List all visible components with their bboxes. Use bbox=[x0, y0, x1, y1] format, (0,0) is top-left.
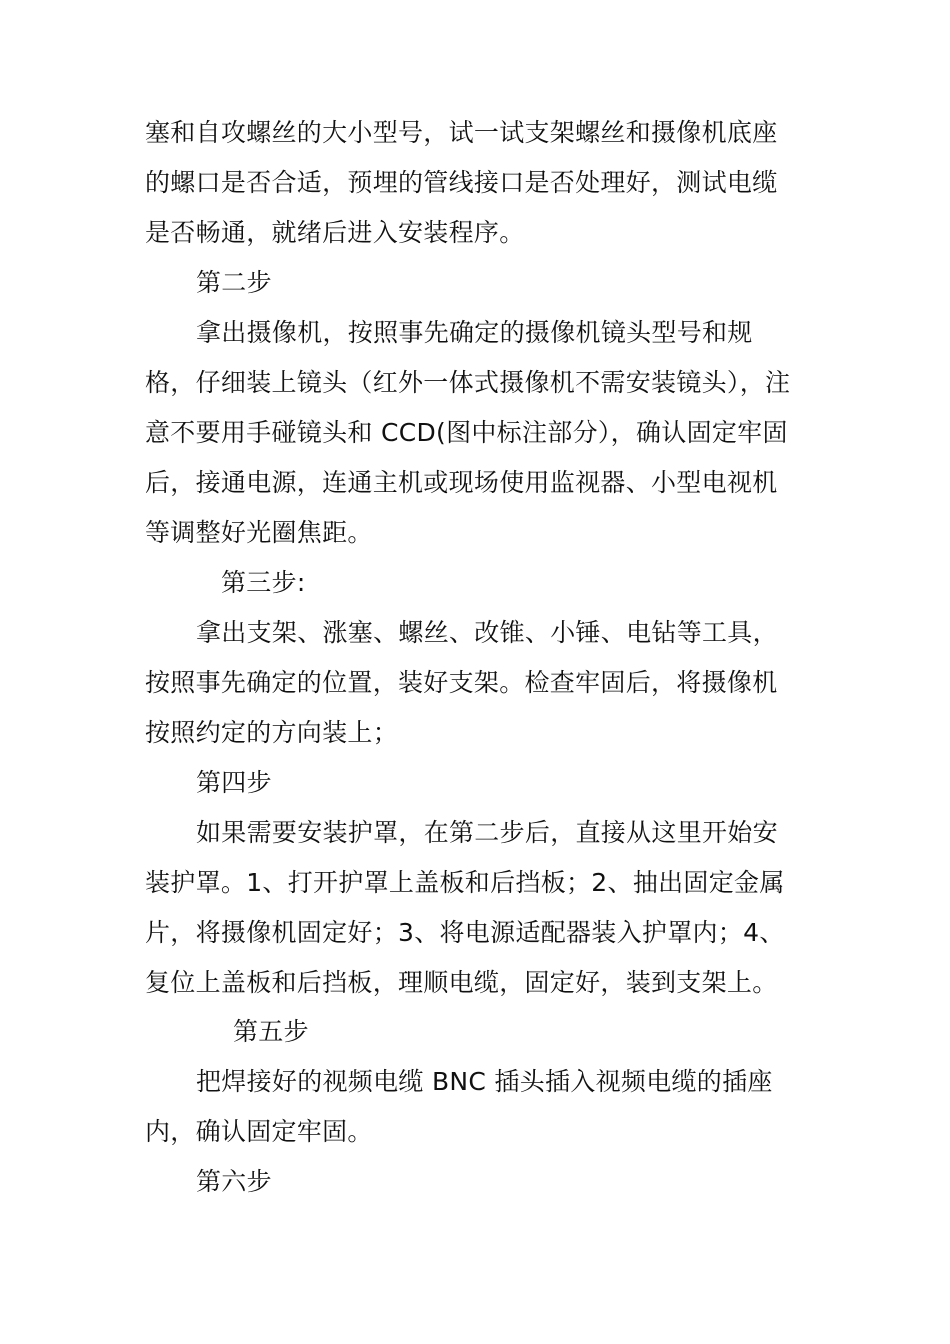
step-heading: 第二步 bbox=[196, 268, 272, 297]
paragraph-line: 后，接通电源，连通主机或现场使用监视器、小型电视机 bbox=[145, 468, 778, 497]
paragraph-line: 是否畅通，就绪后进入安装程序。 bbox=[145, 218, 525, 247]
paragraph-line: 拿出摄像机，按照事先确定的摄像机镜头型号和规 bbox=[196, 318, 753, 347]
paragraph-line: 按照约定的方向装上； bbox=[145, 718, 399, 747]
step-heading: 第三步: bbox=[221, 568, 306, 597]
paragraph-line: 按照事先确定的位置，装好支架。检查牢固后，将摄像机 bbox=[145, 668, 778, 697]
paragraph-line: 把焊接好的视频电缆 BNC 插头插入视频电缆的插座 bbox=[196, 1067, 773, 1096]
paragraph-line: 片，将摄像机固定好；3、将电源适配器装入护罩内；4、 bbox=[145, 918, 785, 947]
paragraph-line: 装护罩。1、打开护罩上盖板和后挡板；2、抽出固定金属 bbox=[145, 868, 785, 897]
paragraph-line: 拿出支架、涨塞、螺丝、改锥、小锤、电钻等工具， bbox=[196, 618, 778, 647]
step-heading: 第四步 bbox=[196, 768, 272, 797]
paragraph-line: 格，仔细装上镜头（红外一体式摄像机不需安装镜头），注 bbox=[145, 368, 791, 397]
step-heading: 第五步 bbox=[233, 1017, 309, 1046]
paragraph-line: 的螺口是否合适，预埋的管线接口是否处理好，测试电缆 bbox=[145, 168, 778, 197]
paragraph-line: 塞和自攻螺丝的大小型号，试一试支架螺丝和摄像机底座 bbox=[145, 118, 778, 147]
paragraph-line: 如果需要安装护罩，在第二步后，直接从这里开始安 bbox=[196, 818, 778, 847]
step-heading: 第六步 bbox=[196, 1167, 272, 1196]
paragraph-line: 等调整好光圈焦距。 bbox=[145, 518, 373, 547]
paragraph-line: 意不要用手碰镜头和 CCD(图中标注部分），确认固定牢固 bbox=[145, 418, 788, 447]
paragraph-line: 内，确认固定牢固。 bbox=[145, 1117, 373, 1146]
paragraph-line: 复位上盖板和后挡板，理顺电缆，固定好，装到支架上。 bbox=[145, 968, 778, 997]
